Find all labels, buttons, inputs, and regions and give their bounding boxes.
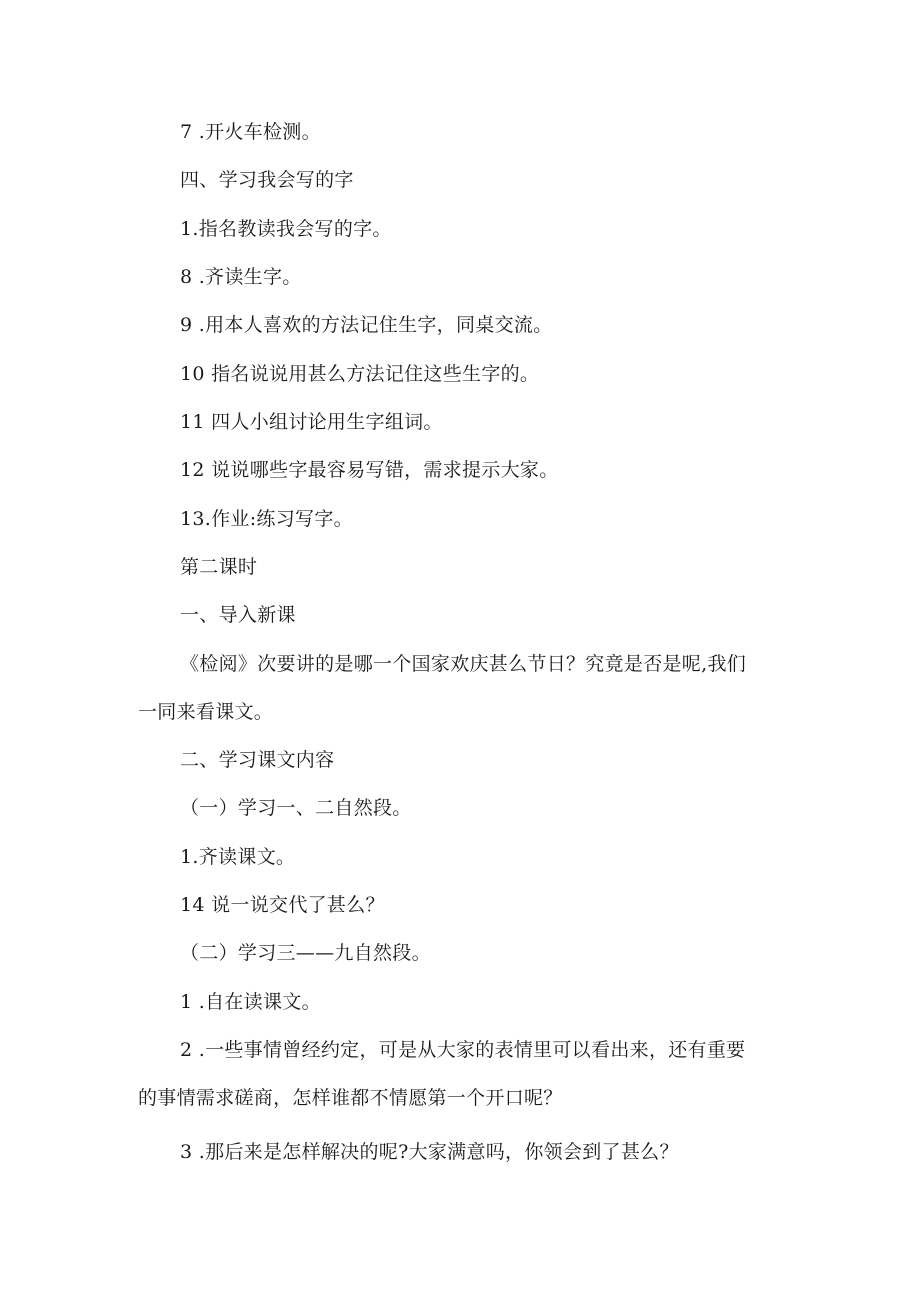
paragraph-line-1: 《检阅》次要讲的是哪一个国家欢庆甚么节日？究竟是否是呢,我们 xyxy=(180,653,747,675)
text-line-19: 1 .自在读课文。 xyxy=(180,991,321,1013)
subsection-heading-1: （一）学习一、二自然段。 xyxy=(180,797,412,819)
subsection-heading-2: （二）学习三——九自然段。 xyxy=(180,942,431,964)
text-line-4: 8 .齐读生字。 xyxy=(180,266,302,288)
text-line-16: 1.齐读课文。 xyxy=(180,846,296,868)
section-heading-4: 四、学习我会写的字 xyxy=(180,169,354,191)
paragraph-line-2: 一同来看课文。 xyxy=(138,701,274,723)
text-line-5: 9 .用本人喜欢的方法记住生字，同桌交流。 xyxy=(180,314,553,336)
text-line-22: 3 .那后来是怎样解决的呢?大家满意吗，你领会到了甚么？ xyxy=(180,1141,679,1163)
text-line-6: 10 指名说说用甚么方法记住这些生字的。 xyxy=(180,363,540,385)
section-heading-2: 二、学习课文内容 xyxy=(180,749,335,771)
text-line-1: 7 .开火车检测。 xyxy=(180,121,321,143)
text-line-7: 11 四人小组讨论用生字组词。 xyxy=(180,411,443,433)
text-line-8: 12 说说哪些字最容易写错，需求提示大家。 xyxy=(180,459,559,481)
text-line-9: 13.作业:练习写字。 xyxy=(180,508,353,530)
paragraph-line-3: 2 .一些事情曾经约定，可是从大家的表情里可以看出来，还有重要 xyxy=(180,1039,746,1061)
section-heading-1: 一、导入新课 xyxy=(180,604,296,626)
paragraph-line-4: 的事情需求磋商，怎样谁都不情愿第一个开口呢？ xyxy=(138,1087,563,1109)
text-line-3: 1.指名教读我会写的字。 xyxy=(180,218,392,240)
text-line-17: 14 说一说交代了甚么？ xyxy=(180,894,385,916)
lesson-heading-2: 第二课时 xyxy=(180,556,258,578)
